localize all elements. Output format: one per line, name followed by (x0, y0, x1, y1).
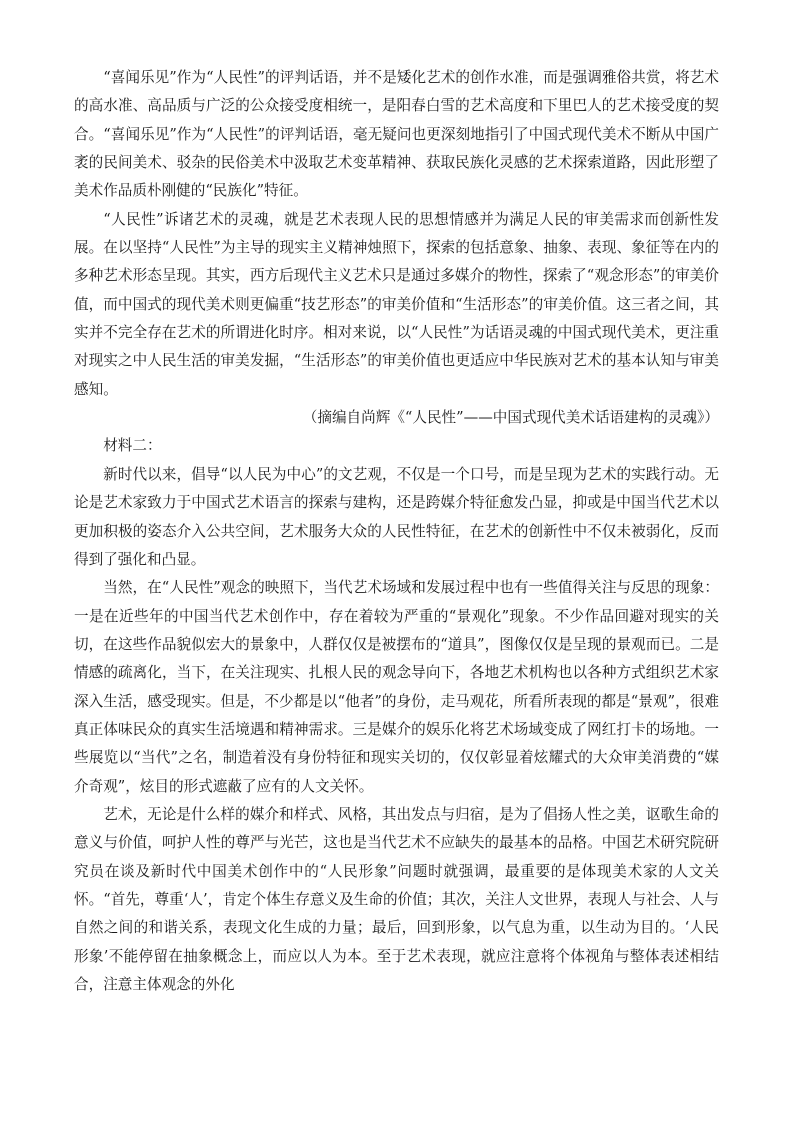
paragraph-2: “人民性”诉诸艺术的灵魂，就是艺术表现人民的思想情感并为满足人民的审美需求而创新性发展。在以坚持“人民性”为主导的现实主义精神烛照下，探索的包括意象、抽象、表现、象征等在内的多种艺术形态呈现。其实，西方后现代主义艺术只是通过多媒介的物性，探索了“观念形态”的审美价值，而中国式的现代美术则更偏重“技艺形态”的审美价值和“生活形态”的审美价值。这三者之间，其实并不完全存在艺术的所谓进化时序。相对来说，以“人民性”为话语灵魂的中国式现代美术，更注重对现实之中人民生活的审美发掘，“生活形态”的审美价值也更适应中华民族对艺术的基本认知与审美感知。 (74, 210, 719, 398)
material-two-heading: 材料二： (103, 437, 162, 455)
document-page (74, 64, 719, 999)
source-citation: （摘编自尚辉《“人民性”——中国式现代美术话语建构的灵魂》） (302, 409, 719, 427)
paragraph-3: 新时代以来，倡导“以人民为中心”的文艺观，不仅是一个口号，而是呈现为艺术的实践行动。无论是艺术家致力于中国式艺术语言的探索与建构，还是跨媒介特征愈发凸显，抑或是中国当代艺术以更加积极的姿态介入公共空间，艺术服务大众的人民性特征，在艺术的创新性中不仅未被弱化，反而得到了强化和凸显。 (74, 465, 719, 568)
paragraph-1: “喜闻乐见”作为“人民性”的评判话语，并不是矮化艺术的创作水准，而是强调雅俗共赏，将艺术的高水准、高品质与广泛的公众接受度相统一，是阳春白雪的艺术高度和下里巴人的艺术接受度的契合。“喜闻乐见”作为“人民性”的评判话语，毫无疑问也更深刻地指引了中国式现代美术不断从中国广袤的民间美术、驳杂的民俗美术中汲取艺术变革精神、获取民族化灵感的艺术探索道路，因此形塑了美术作品质朴刚健的“民族化”特征。 (74, 69, 719, 200)
paragraph-4: 当然，在“人民性”观念的映照下，当代艺术场域和发展过程中也有一些值得关注与反思的现象：一是在近些年的中国当代艺术创作中，存在着较为严重的“景观化”现象。不少作品回避对现实的关切，在这些作品貌似宏大的景象中，人群仅仅是被摆布的“道具”，图像仅仅是呈现的景观而已。二是情感的疏离化，当下，在关注现实、扎根人民的观念导向下，各地艺术机构也以各种方式组织艺术家深入生活，感受现实。但是，不少都是以“他者”的身份，走马观花，所看所表现的都是“景观”，很难真正体味民众的真实生活境遇和精神需求。三是媒介的娱乐化将艺术场域变成了网红打卡的场地。一些展览以“当代”之名，制造着没有身份特征和现实关切的，仅仅彰显着炫耀式的大众审美消费的“媒介奇观”，炫目的形式遮蔽了应有的人文关怀。 (74, 579, 719, 795)
paragraph-5: 艺术，无论是什么样的媒介和样式、风格，其出发点与归宿，是为了倡扬人性之美，讴歌生命的意义与价值，呵护人性的尊严与光芒，这也是当代艺术不应缺失的最基本的品格。中国艺术研究院研究员在谈及新时代中国美术创作中的“人民形象”问题时就强调，最重要的是体现美术家的人文关怀。“首先，尊重‘人’，肯定个体生存意义及生命的价值；其次，关注人文世界，表现人与社会、人与自然之间的和谐关系，表现文化生成的力量；最后，回到形象，以气息为重，以生动为目的。‘人民形象’不能停留在抽象概念上，而应以人为本。至于艺术表现，就应注意将个体视角与整体表述相结合，注意主体观念的外化 (74, 805, 719, 993)
